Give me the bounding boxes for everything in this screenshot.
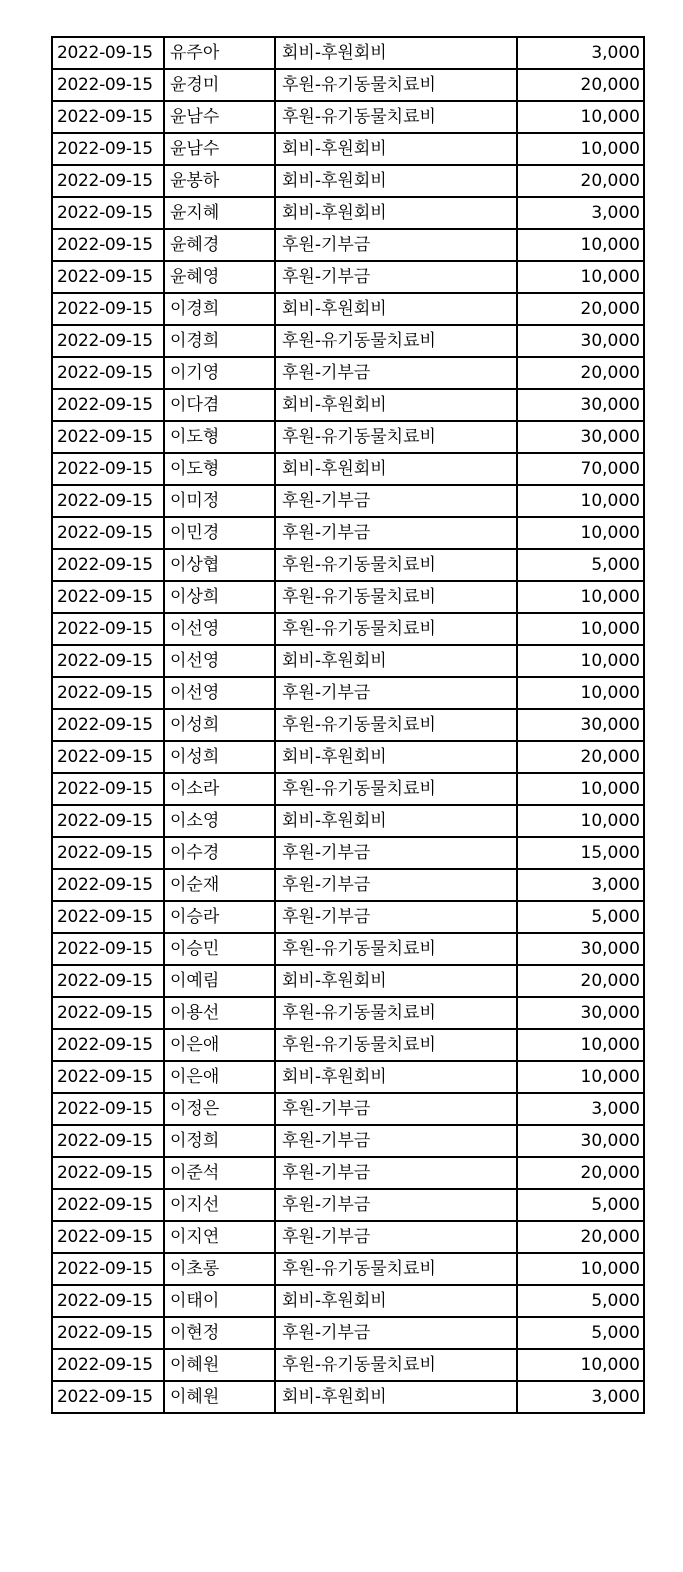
category-cell: 회비-후원회비 bbox=[275, 965, 517, 997]
donor-name-cell: 이경희 bbox=[164, 293, 275, 325]
table-row bbox=[52, 517, 644, 549]
donor-name-cell: 이소영 bbox=[164, 805, 275, 837]
category-cell: 후원-유기동물치료비 bbox=[275, 997, 517, 1029]
category-cell: 회비-후원회비 bbox=[275, 453, 517, 485]
donor-name-cell: 이승라 bbox=[164, 901, 275, 933]
amount-cell: 10,000 bbox=[517, 517, 644, 549]
date-cell: 2022-09-15 bbox=[52, 901, 164, 933]
category-cell: 회비-후원회비 bbox=[275, 1285, 517, 1317]
donor-name-cell: 이정희 bbox=[164, 1125, 275, 1157]
date-cell: 2022-09-15 bbox=[52, 677, 164, 709]
category-cell: 후원-기부금 bbox=[275, 869, 517, 901]
donor-name-cell: 이다겸 bbox=[164, 389, 275, 421]
donor-name-cell: 이지연 bbox=[164, 1221, 275, 1253]
category-cell: 후원-기부금 bbox=[275, 357, 517, 389]
amount-cell: 15,000 bbox=[517, 837, 644, 869]
category-cell: 후원-기부금 bbox=[275, 901, 517, 933]
donation-table bbox=[51, 36, 645, 1414]
date-cell: 2022-09-15 bbox=[52, 133, 164, 165]
donor-name-cell: 이용선 bbox=[164, 997, 275, 1029]
donor-name-cell: 이도형 bbox=[164, 421, 275, 453]
donor-name-cell: 윤지혜 bbox=[164, 197, 275, 229]
table-row bbox=[52, 1253, 644, 1285]
table-row bbox=[52, 37, 644, 69]
date-cell: 2022-09-15 bbox=[52, 965, 164, 997]
amount-cell: 10,000 bbox=[517, 133, 644, 165]
donor-name-cell: 이성희 bbox=[164, 741, 275, 773]
amount-cell: 10,000 bbox=[517, 805, 644, 837]
amount-cell: 3,000 bbox=[517, 1093, 644, 1125]
category-cell: 후원-기부금 bbox=[275, 261, 517, 293]
date-cell: 2022-09-15 bbox=[52, 197, 164, 229]
amount-cell: 3,000 bbox=[517, 37, 644, 69]
category-cell: 회비-후원회비 bbox=[275, 1381, 517, 1413]
donor-name-cell: 이상희 bbox=[164, 581, 275, 613]
category-cell: 회비-후원회비 bbox=[275, 645, 517, 677]
table-row bbox=[52, 581, 644, 613]
table-row bbox=[52, 1125, 644, 1157]
category-cell: 회비-후원회비 bbox=[275, 165, 517, 197]
donor-name-cell: 이선영 bbox=[164, 645, 275, 677]
amount-cell: 20,000 bbox=[517, 741, 644, 773]
date-cell: 2022-09-15 bbox=[52, 293, 164, 325]
category-cell: 후원-유기동물치료비 bbox=[275, 581, 517, 613]
donor-name-cell: 이도형 bbox=[164, 453, 275, 485]
amount-cell: 30,000 bbox=[517, 389, 644, 421]
table-row bbox=[52, 293, 644, 325]
date-cell: 2022-09-15 bbox=[52, 37, 164, 69]
date-cell: 2022-09-15 bbox=[52, 69, 164, 101]
table-row bbox=[52, 1349, 644, 1381]
amount-cell: 10,000 bbox=[517, 645, 644, 677]
donor-name-cell: 이초롱 bbox=[164, 1253, 275, 1285]
table-row bbox=[52, 1221, 644, 1253]
amount-cell: 10,000 bbox=[517, 261, 644, 293]
date-cell: 2022-09-15 bbox=[52, 165, 164, 197]
amount-cell: 3,000 bbox=[517, 869, 644, 901]
amount-cell: 20,000 bbox=[517, 293, 644, 325]
date-cell: 2022-09-15 bbox=[52, 101, 164, 133]
date-cell: 2022-09-15 bbox=[52, 933, 164, 965]
table-row bbox=[52, 805, 644, 837]
table-row bbox=[52, 1285, 644, 1317]
category-cell: 후원-기부금 bbox=[275, 1221, 517, 1253]
date-cell: 2022-09-15 bbox=[52, 805, 164, 837]
amount-cell: 10,000 bbox=[517, 1029, 644, 1061]
category-cell: 후원-유기동물치료비 bbox=[275, 933, 517, 965]
table-row bbox=[52, 197, 644, 229]
date-cell: 2022-09-15 bbox=[52, 837, 164, 869]
amount-cell: 30,000 bbox=[517, 709, 644, 741]
table-row bbox=[52, 869, 644, 901]
date-cell: 2022-09-15 bbox=[52, 357, 164, 389]
amount-cell: 70,000 bbox=[517, 453, 644, 485]
amount-cell: 5,000 bbox=[517, 901, 644, 933]
amount-cell: 30,000 bbox=[517, 421, 644, 453]
amount-cell: 20,000 bbox=[517, 357, 644, 389]
amount-cell: 5,000 bbox=[517, 549, 644, 581]
table-row bbox=[52, 773, 644, 805]
donor-name-cell: 이준석 bbox=[164, 1157, 275, 1189]
donor-name-cell: 이선영 bbox=[164, 613, 275, 645]
date-cell: 2022-09-15 bbox=[52, 549, 164, 581]
amount-cell: 10,000 bbox=[517, 1349, 644, 1381]
category-cell: 후원-유기동물치료비 bbox=[275, 325, 517, 357]
amount-cell: 5,000 bbox=[517, 1285, 644, 1317]
date-cell: 2022-09-15 bbox=[52, 1029, 164, 1061]
table-row bbox=[52, 421, 644, 453]
donor-name-cell: 유주아 bbox=[164, 37, 275, 69]
table-row bbox=[52, 165, 644, 197]
table-row bbox=[52, 1381, 644, 1413]
table-row bbox=[52, 229, 644, 261]
amount-cell: 30,000 bbox=[517, 933, 644, 965]
category-cell: 후원-기부금 bbox=[275, 517, 517, 549]
table-row bbox=[52, 901, 644, 933]
date-cell: 2022-09-15 bbox=[52, 1285, 164, 1317]
table-row bbox=[52, 133, 644, 165]
category-cell: 후원-기부금 bbox=[275, 229, 517, 261]
amount-cell: 30,000 bbox=[517, 997, 644, 1029]
category-cell: 회비-후원회비 bbox=[275, 37, 517, 69]
category-cell: 회비-후원회비 bbox=[275, 389, 517, 421]
amount-cell: 10,000 bbox=[517, 773, 644, 805]
donor-name-cell: 이지선 bbox=[164, 1189, 275, 1221]
table-row bbox=[52, 677, 644, 709]
category-cell: 후원-유기동물치료비 bbox=[275, 709, 517, 741]
amount-cell: 10,000 bbox=[517, 1253, 644, 1285]
donor-name-cell: 이순재 bbox=[164, 869, 275, 901]
table-row bbox=[52, 741, 644, 773]
date-cell: 2022-09-15 bbox=[52, 1221, 164, 1253]
category-cell: 회비-후원회비 bbox=[275, 1061, 517, 1093]
donor-name-cell: 이은애 bbox=[164, 1029, 275, 1061]
category-cell: 회비-후원회비 bbox=[275, 293, 517, 325]
category-cell: 후원-기부금 bbox=[275, 1157, 517, 1189]
amount-cell: 20,000 bbox=[517, 1157, 644, 1189]
date-cell: 2022-09-15 bbox=[52, 1349, 164, 1381]
date-cell: 2022-09-15 bbox=[52, 1061, 164, 1093]
donor-name-cell: 윤봉하 bbox=[164, 165, 275, 197]
amount-cell: 10,000 bbox=[517, 677, 644, 709]
date-cell: 2022-09-15 bbox=[52, 1317, 164, 1349]
donor-name-cell: 이수경 bbox=[164, 837, 275, 869]
date-cell: 2022-09-15 bbox=[52, 613, 164, 645]
donor-name-cell: 윤남수 bbox=[164, 133, 275, 165]
table-row bbox=[52, 1189, 644, 1221]
date-cell: 2022-09-15 bbox=[52, 741, 164, 773]
donor-name-cell: 이정은 bbox=[164, 1093, 275, 1125]
category-cell: 후원-유기동물치료비 bbox=[275, 1253, 517, 1285]
category-cell: 후원-기부금 bbox=[275, 837, 517, 869]
date-cell: 2022-09-15 bbox=[52, 389, 164, 421]
amount-cell: 10,000 bbox=[517, 581, 644, 613]
date-cell: 2022-09-15 bbox=[52, 869, 164, 901]
table-row bbox=[52, 965, 644, 997]
category-cell: 회비-후원회비 bbox=[275, 741, 517, 773]
table-row bbox=[52, 613, 644, 645]
donor-name-cell: 윤혜영 bbox=[164, 261, 275, 293]
table-row bbox=[52, 261, 644, 293]
donor-name-cell: 이미정 bbox=[164, 485, 275, 517]
category-cell: 후원-유기동물치료비 bbox=[275, 1349, 517, 1381]
table-row bbox=[52, 1317, 644, 1349]
table-row bbox=[52, 485, 644, 517]
donor-name-cell: 이승민 bbox=[164, 933, 275, 965]
table-row bbox=[52, 1061, 644, 1093]
donor-name-cell: 이성희 bbox=[164, 709, 275, 741]
category-cell: 후원-기부금 bbox=[275, 1317, 517, 1349]
date-cell: 2022-09-15 bbox=[52, 1189, 164, 1221]
donor-name-cell: 윤남수 bbox=[164, 101, 275, 133]
category-cell: 후원-기부금 bbox=[275, 1093, 517, 1125]
category-cell: 회비-후원회비 bbox=[275, 805, 517, 837]
date-cell: 2022-09-15 bbox=[52, 485, 164, 517]
amount-cell: 30,000 bbox=[517, 325, 644, 357]
table-row bbox=[52, 933, 644, 965]
donor-name-cell: 이은애 bbox=[164, 1061, 275, 1093]
date-cell: 2022-09-15 bbox=[52, 1125, 164, 1157]
amount-cell: 3,000 bbox=[517, 197, 644, 229]
category-cell: 후원-기부금 bbox=[275, 677, 517, 709]
amount-cell: 10,000 bbox=[517, 613, 644, 645]
date-cell: 2022-09-15 bbox=[52, 1157, 164, 1189]
amount-cell: 20,000 bbox=[517, 165, 644, 197]
amount-cell: 20,000 bbox=[517, 1221, 644, 1253]
donor-name-cell: 이상협 bbox=[164, 549, 275, 581]
date-cell: 2022-09-15 bbox=[52, 229, 164, 261]
donor-name-cell: 이소라 bbox=[164, 773, 275, 805]
amount-cell: 20,000 bbox=[517, 965, 644, 997]
category-cell: 후원-유기동물치료비 bbox=[275, 101, 517, 133]
table-row bbox=[52, 453, 644, 485]
table-row bbox=[52, 997, 644, 1029]
donor-name-cell: 이현정 bbox=[164, 1317, 275, 1349]
table-row bbox=[52, 645, 644, 677]
table-row bbox=[52, 325, 644, 357]
donation-ledger bbox=[51, 36, 643, 1414]
date-cell: 2022-09-15 bbox=[52, 773, 164, 805]
category-cell: 후원-유기동물치료비 bbox=[275, 69, 517, 101]
amount-cell: 10,000 bbox=[517, 485, 644, 517]
table-row bbox=[52, 709, 644, 741]
donor-name-cell: 이선영 bbox=[164, 677, 275, 709]
category-cell: 후원-유기동물치료비 bbox=[275, 1029, 517, 1061]
amount-cell: 10,000 bbox=[517, 229, 644, 261]
date-cell: 2022-09-15 bbox=[52, 581, 164, 613]
donor-name-cell: 이예림 bbox=[164, 965, 275, 997]
category-cell: 후원-기부금 bbox=[275, 1189, 517, 1221]
category-cell: 회비-후원회비 bbox=[275, 133, 517, 165]
amount-cell: 10,000 bbox=[517, 101, 644, 133]
donor-name-cell: 이경희 bbox=[164, 325, 275, 357]
date-cell: 2022-09-15 bbox=[52, 517, 164, 549]
amount-cell: 30,000 bbox=[517, 1125, 644, 1157]
date-cell: 2022-09-15 bbox=[52, 421, 164, 453]
amount-cell: 10,000 bbox=[517, 1061, 644, 1093]
donor-name-cell: 이혜원 bbox=[164, 1381, 275, 1413]
amount-cell: 20,000 bbox=[517, 69, 644, 101]
table-row bbox=[52, 1029, 644, 1061]
category-cell: 후원-유기동물치료비 bbox=[275, 549, 517, 581]
donor-name-cell: 윤경미 bbox=[164, 69, 275, 101]
amount-cell: 5,000 bbox=[517, 1189, 644, 1221]
category-cell: 후원-유기동물치료비 bbox=[275, 421, 517, 453]
date-cell: 2022-09-15 bbox=[52, 453, 164, 485]
date-cell: 2022-09-15 bbox=[52, 1093, 164, 1125]
category-cell: 후원-유기동물치료비 bbox=[275, 613, 517, 645]
amount-cell: 5,000 bbox=[517, 1317, 644, 1349]
table-row bbox=[52, 837, 644, 869]
amount-cell: 3,000 bbox=[517, 1381, 644, 1413]
donor-name-cell: 이혜원 bbox=[164, 1349, 275, 1381]
table-row bbox=[52, 101, 644, 133]
date-cell: 2022-09-15 bbox=[52, 261, 164, 293]
table-row bbox=[52, 1157, 644, 1189]
table-body bbox=[52, 37, 644, 1413]
date-cell: 2022-09-15 bbox=[52, 325, 164, 357]
donor-name-cell: 윤혜경 bbox=[164, 229, 275, 261]
donor-name-cell: 이기영 bbox=[164, 357, 275, 389]
date-cell: 2022-09-15 bbox=[52, 997, 164, 1029]
date-cell: 2022-09-15 bbox=[52, 645, 164, 677]
table-row bbox=[52, 1093, 644, 1125]
date-cell: 2022-09-15 bbox=[52, 1253, 164, 1285]
donor-name-cell: 이태이 bbox=[164, 1285, 275, 1317]
category-cell: 후원-유기동물치료비 bbox=[275, 773, 517, 805]
table-row bbox=[52, 549, 644, 581]
category-cell: 후원-기부금 bbox=[275, 485, 517, 517]
table-row bbox=[52, 357, 644, 389]
date-cell: 2022-09-15 bbox=[52, 709, 164, 741]
date-cell: 2022-09-15 bbox=[52, 1381, 164, 1413]
table-row bbox=[52, 69, 644, 101]
donor-name-cell: 이민경 bbox=[164, 517, 275, 549]
table-row bbox=[52, 389, 644, 421]
category-cell: 후원-기부금 bbox=[275, 1125, 517, 1157]
category-cell: 회비-후원회비 bbox=[275, 197, 517, 229]
